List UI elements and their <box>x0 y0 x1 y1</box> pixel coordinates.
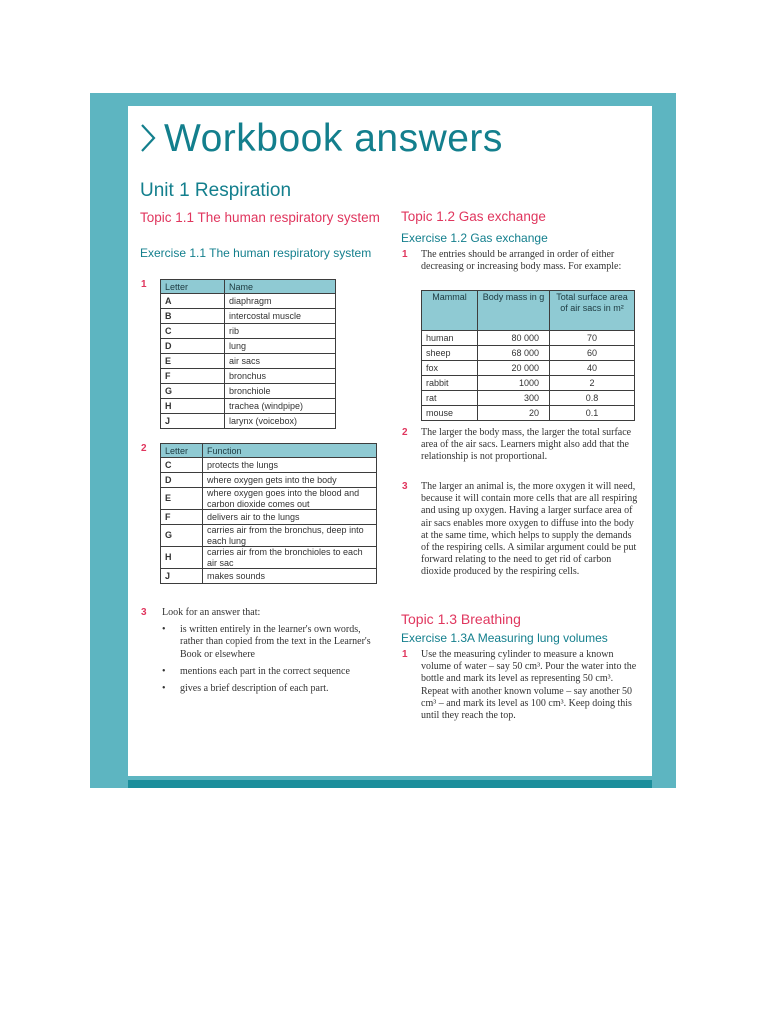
exercise-heading: Exercise 1.3A Measuring lung volumes <box>401 631 608 645</box>
table-cell: where oxygen gets into the body <box>203 473 377 488</box>
table-cell: diaphragm <box>225 294 336 309</box>
table-cell: trachea (windpipe) <box>225 399 336 414</box>
table-cell: 70 <box>550 331 635 346</box>
table-cell: sheep <box>422 346 478 361</box>
page-footer-bar <box>128 780 652 788</box>
table-cell: A <box>161 294 225 309</box>
table-cell: J <box>161 414 225 429</box>
table-header: Letter <box>161 280 225 294</box>
letters-names-table <box>160 279 336 429</box>
table-cell: F <box>161 510 203 525</box>
table-header: Letter <box>161 444 203 458</box>
table-cell: B <box>161 309 225 324</box>
table-cell: 68 000 <box>478 346 550 361</box>
list-item: • gives a brief description of each part. <box>162 683 384 695</box>
question-number: 1 <box>141 279 147 290</box>
table-cell: larynx (voicebox) <box>225 414 336 429</box>
table-cell: D <box>161 473 203 488</box>
topic-heading: Topic 1.1 The human respiratory system <box>140 210 380 225</box>
table-cell: carries air from the bronchus, deep into each lung <box>203 525 377 547</box>
table-cell: F <box>161 369 225 384</box>
table-cell: H <box>161 547 203 569</box>
table-row <box>161 384 336 399</box>
table-row <box>422 331 635 346</box>
table-row <box>161 458 377 473</box>
answer-text: The larger the body mass, the larger the total surface area of the air sacs. Learners might also add that the relationship is not proportional. <box>421 427 632 463</box>
table-cell: rat <box>422 391 478 406</box>
list-item: • mentions each part in the correct sequence <box>162 666 384 678</box>
table-row <box>422 361 635 376</box>
answer-text: Use the measuring cylinder to measure a known volume of water – say 50 cm³. Pour the water into the bottle and mark its level as representing 50 cm³. Repeat with another known volume – say another 50 cm³ – and mark its level as 100 cm³. Keep doing this until they reach the top. <box>421 649 637 722</box>
table-row <box>161 369 336 384</box>
topic-heading: Topic 1.3 Breathing <box>401 611 521 627</box>
table-cell: fox <box>422 361 478 376</box>
exercise-heading: Exercise 1.2 Gas exchange <box>401 231 548 245</box>
answer-text <box>162 607 384 700</box>
table-cell: 0.1 <box>550 406 635 421</box>
table-header: Function <box>203 444 377 458</box>
table-header: Total surface area of air sacs in m² <box>550 291 635 331</box>
topic-heading: Topic 1.2 Gas exchange <box>401 209 546 224</box>
question-number: 2 <box>141 443 147 454</box>
table-row <box>161 354 336 369</box>
page-title <box>140 115 503 163</box>
table-cell: C <box>161 324 225 339</box>
question-number: 2 <box>402 427 408 438</box>
table-row <box>161 399 336 414</box>
table-cell: intercostal muscle <box>225 309 336 324</box>
table-cell: 60 <box>550 346 635 361</box>
table-row <box>422 346 635 361</box>
table-row <box>161 473 377 488</box>
page-title-text: Workbook answers <box>164 117 503 160</box>
table-row <box>161 294 336 309</box>
table-cell: 80 000 <box>478 331 550 346</box>
table-header: Name <box>225 280 336 294</box>
table-row <box>422 376 635 391</box>
table-cell: J <box>161 569 203 584</box>
table-row <box>422 406 635 421</box>
table-cell: where oxygen goes into the blood and carbon dioxide comes out <box>203 488 377 510</box>
table-cell: E <box>161 354 225 369</box>
question-number: 3 <box>402 481 408 492</box>
table-header: Mammal <box>422 291 478 331</box>
table-cell: 1000 <box>478 376 550 391</box>
table-row <box>161 569 377 584</box>
question-number: 1 <box>402 649 408 660</box>
table-cell: 300 <box>478 391 550 406</box>
exercise-heading: Exercise 1.1 The human respiratory system <box>140 246 372 260</box>
table-cell: 20 <box>478 406 550 421</box>
table-cell: bronchus <box>225 369 336 384</box>
table-cell: air sacs <box>225 354 336 369</box>
table-cell: 0.8 <box>550 391 635 406</box>
table-cell: protects the lungs <box>203 458 377 473</box>
table-cell: lung <box>225 339 336 354</box>
table-row <box>422 391 635 406</box>
table-cell: makes sounds <box>203 569 377 584</box>
table-row <box>161 488 377 510</box>
table-cell: D <box>161 339 225 354</box>
list-item: • is written entirely in the learner's own words, rather than copied from the text in the Learner's Book or elsewhere <box>162 624 384 661</box>
table-cell: E <box>161 488 203 510</box>
table-row <box>161 339 336 354</box>
table-row <box>161 324 336 339</box>
question-number: 1 <box>402 249 408 260</box>
table-cell: human <box>422 331 478 346</box>
gas-exchange-table <box>421 290 635 421</box>
table-cell: delivers air to the lungs <box>203 510 377 525</box>
table-row <box>161 525 377 547</box>
table-row <box>161 309 336 324</box>
table-cell: H <box>161 399 225 414</box>
table-cell: 20 000 <box>478 361 550 376</box>
table-cell: 2 <box>550 376 635 391</box>
table-header: Body mass in g <box>478 291 550 331</box>
table-cell: mouse <box>422 406 478 421</box>
table-cell: rib <box>225 324 336 339</box>
table-cell: bronchiole <box>225 384 336 399</box>
table-row <box>161 414 336 429</box>
unit-heading: Unit 1 Respiration <box>140 180 292 201</box>
table-cell: G <box>161 384 225 399</box>
chevron-right-icon <box>140 115 156 163</box>
question-number: 3 <box>141 607 147 618</box>
table-cell: rabbit <box>422 376 478 391</box>
table-row <box>161 547 377 569</box>
table-cell: 40 <box>550 361 635 376</box>
table-row <box>161 510 377 525</box>
answer-text: The larger an animal is, the more oxygen it will need, because it will contain more cells that are all respiring and using up oxygen. Having a larger surface area of air sacs enables more oxygen to diffuse into the body at the same time, which helps to supply the demands of the respiring cells. A similar argument could be put forward relating to the need to get rid of carbon dioxide produced by the respiring cells. <box>421 481 638 578</box>
table-cell: C <box>161 458 203 473</box>
answer-intro: Look for an answer that: <box>162 607 261 618</box>
answer-bullet-list <box>162 624 384 695</box>
table-cell: G <box>161 525 203 547</box>
answer-text: The entries should be arranged in order of either decreasing or increasing body mass. For example: <box>421 249 622 273</box>
letters-functions-table <box>160 443 377 584</box>
table-cell: carries air from the bronchioles to each air sac <box>203 547 377 569</box>
